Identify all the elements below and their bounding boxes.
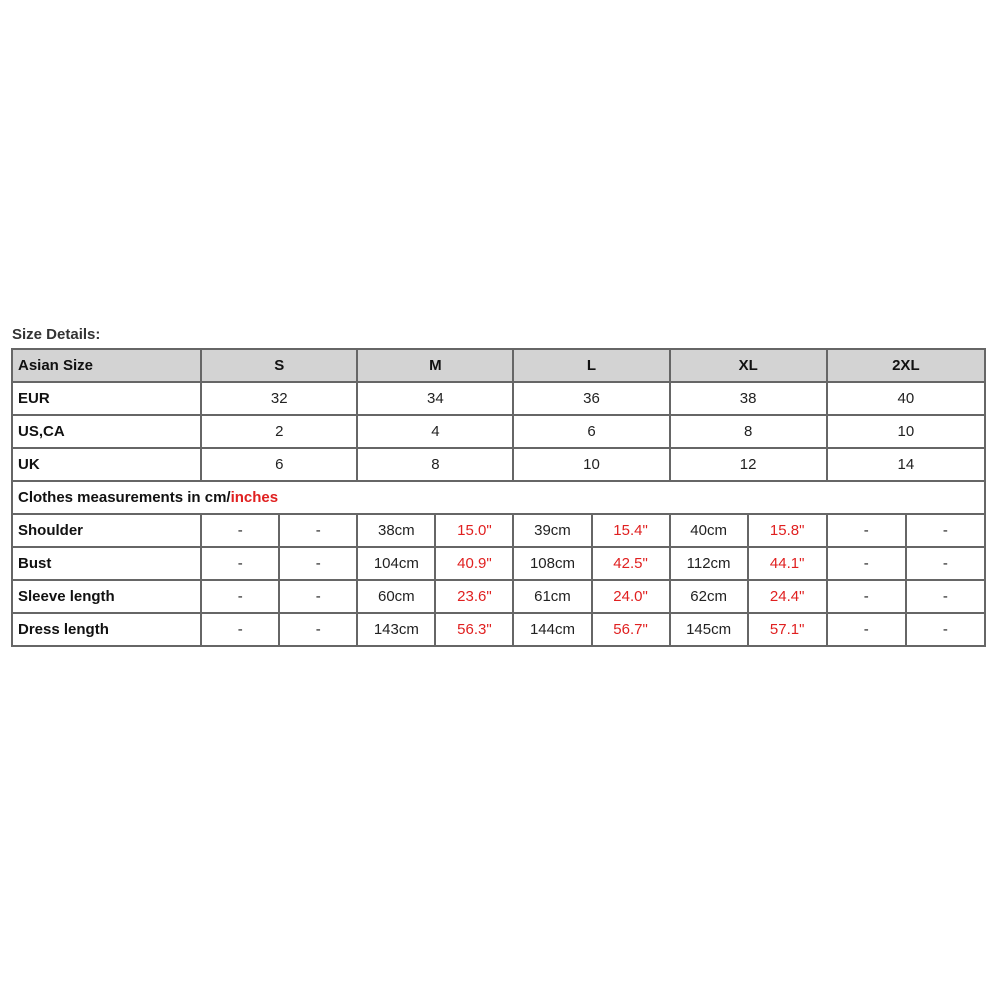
- table-cell: -: [906, 613, 985, 646]
- table-cell-inch: 42.5": [592, 547, 670, 580]
- table-header-row: [12, 349, 985, 382]
- size-chart-table: [11, 348, 986, 647]
- table-cell: 32: [201, 382, 357, 415]
- table-cell: 4: [357, 415, 513, 448]
- table-cell: -: [279, 580, 357, 613]
- table-row-us-ca: [12, 415, 985, 448]
- table-cell: 2: [201, 415, 357, 448]
- table-cell-cm: 144cm: [513, 613, 591, 646]
- table-cell-cm: 104cm: [357, 547, 435, 580]
- table-cell: 10: [827, 415, 985, 448]
- table-cell: -: [279, 514, 357, 547]
- measurement-note: [12, 481, 985, 514]
- table-cell: 6: [201, 448, 357, 481]
- size-details-caption: Size Details:: [12, 326, 101, 343]
- table-cell-inch: 23.6": [435, 580, 513, 613]
- row-label: Sleeve length: [12, 580, 201, 613]
- table-cell-cm: 60cm: [357, 580, 435, 613]
- table-cell-inch: 15.8": [748, 514, 827, 547]
- table-cell: -: [906, 580, 985, 613]
- table-cell-inch: 56.7": [592, 613, 670, 646]
- table-cell-cm: 112cm: [670, 547, 748, 580]
- measurement-note-prefix: Clothes measurements in cm/: [18, 489, 231, 506]
- table-cell-inch: 57.1": [748, 613, 827, 646]
- table-cell-cm: 145cm: [670, 613, 748, 646]
- table-cell: -: [827, 514, 906, 547]
- measurement-note-row: [12, 481, 985, 514]
- table-cell: 12: [670, 448, 827, 481]
- table-row-sleeve-length: [12, 580, 985, 613]
- table-cell: -: [827, 580, 906, 613]
- table-cell-inch: 40.9": [435, 547, 513, 580]
- row-label: US,CA: [12, 415, 201, 448]
- table-cell: 6: [513, 415, 669, 448]
- measurement-note-inches: inches: [230, 489, 279, 506]
- table-cell: 36: [513, 382, 669, 415]
- table-cell: -: [201, 547, 279, 580]
- table-row-bust: [12, 547, 985, 580]
- table-cell-inch: 15.0": [435, 514, 513, 547]
- table-cell: -: [201, 514, 279, 547]
- size-header-xl: XL: [670, 349, 827, 382]
- table-cell-cm: 61cm: [513, 580, 591, 613]
- table-cell-inch: 24.0": [592, 580, 670, 613]
- size-header-2xl: 2XL: [827, 349, 985, 382]
- table-cell: -: [906, 514, 985, 547]
- table-cell: 8: [357, 448, 513, 481]
- table-cell: -: [279, 613, 357, 646]
- table-row-eur: [12, 382, 985, 415]
- table-cell: -: [201, 580, 279, 613]
- table-cell-cm: 143cm: [357, 613, 435, 646]
- table-cell: -: [827, 547, 906, 580]
- table-cell: 40: [827, 382, 985, 415]
- table-cell: 38: [670, 382, 827, 415]
- table-cell-cm: 40cm: [670, 514, 748, 547]
- row-label: Shoulder: [12, 514, 201, 547]
- size-header-l: L: [513, 349, 669, 382]
- table-cell: 14: [827, 448, 985, 481]
- table-cell: -: [827, 613, 906, 646]
- table-row-shoulder: [12, 514, 985, 547]
- table-cell-inch: 56.3": [435, 613, 513, 646]
- table-cell: -: [201, 613, 279, 646]
- table-cell-inch: 15.4": [592, 514, 670, 547]
- table-cell: -: [906, 547, 985, 580]
- row-label: EUR: [12, 382, 201, 415]
- table-cell-cm: 108cm: [513, 547, 591, 580]
- table-cell-inch: 44.1": [748, 547, 827, 580]
- row-label: UK: [12, 448, 201, 481]
- table-row-dress-length: [12, 613, 985, 646]
- table-cell-inch: 24.4": [748, 580, 827, 613]
- table-cell-cm: 38cm: [357, 514, 435, 547]
- row-label: Bust: [12, 547, 201, 580]
- table-cell: 34: [357, 382, 513, 415]
- asian-size-label: Asian Size: [12, 349, 201, 382]
- size-header-s: S: [201, 349, 357, 382]
- table-cell-cm: 39cm: [513, 514, 591, 547]
- table-cell: 10: [513, 448, 669, 481]
- size-header-m: M: [357, 349, 513, 382]
- row-label: Dress length: [12, 613, 201, 646]
- table-cell: -: [279, 547, 357, 580]
- table-cell: 8: [670, 415, 827, 448]
- table-row-uk: [12, 448, 985, 481]
- table-cell-cm: 62cm: [670, 580, 748, 613]
